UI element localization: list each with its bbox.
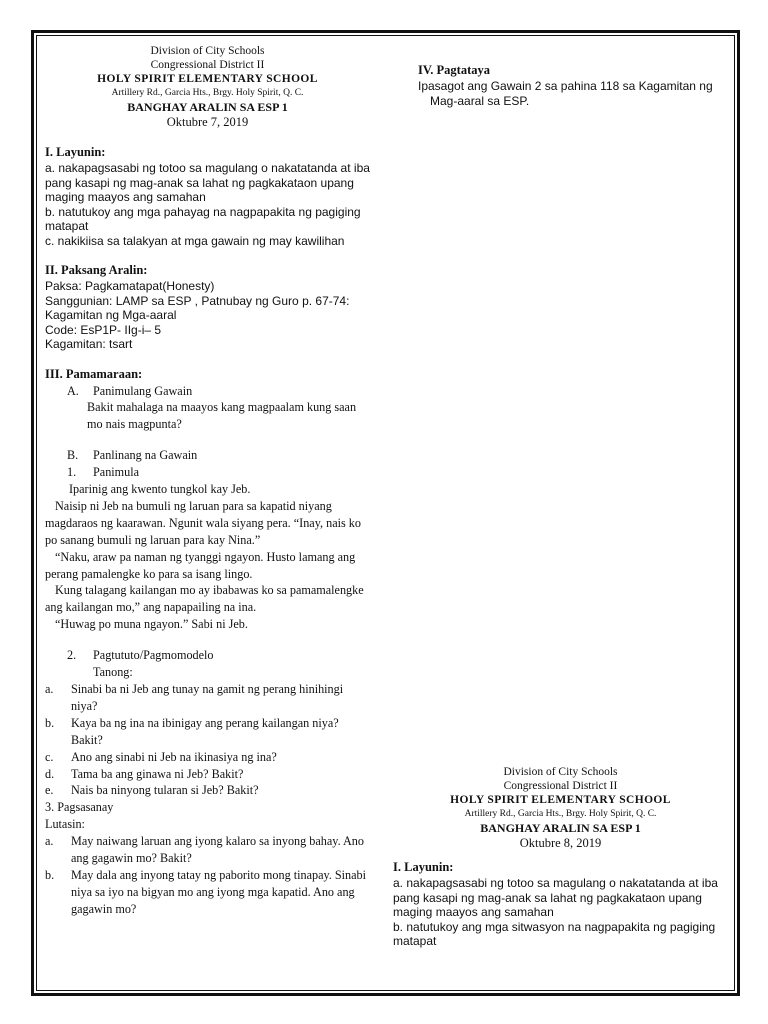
exercise-item bbox=[45, 867, 370, 918]
question-item-marker: e. bbox=[45, 783, 54, 798]
pagtataya-text: Ipasagot ang Gawain 2 sa pahina 118 sa Kagamitan ng Mag-aaral sa ESP. bbox=[418, 79, 713, 108]
exercise-list bbox=[45, 833, 370, 918]
section-heading-paksang-aralin: II. Paksang Aralin: bbox=[45, 263, 148, 277]
step-a-title: Panimulang Gawain bbox=[93, 383, 193, 398]
objective-b: b. natutukoy ang mga pahayag na nagpapakita ng pagiging matapat bbox=[45, 204, 361, 233]
lesson-plan-title: BANGHAY ARALIN SA ESP 1 bbox=[480, 820, 641, 835]
sanggunian-line: Sanggunian: LAMP sa ESP , Patnubay ng Guro p. 67-74: Kagamitan ng Mga-aaral bbox=[45, 293, 350, 322]
division-line: Division of City Schools bbox=[150, 45, 265, 57]
substep-2-label: 2. bbox=[67, 648, 77, 663]
exercise-item-marker: a. bbox=[45, 834, 54, 849]
section-heading-layunin: I. Layunin: bbox=[45, 145, 106, 159]
story-paragraph-3: “Naku, araw pa naman ng tyanggi ngayon. Husto lamang ang perang pamalengke ko para sa isang lingo. bbox=[45, 549, 356, 581]
division-line: Division of City Schools bbox=[503, 766, 618, 778]
question-item-text: Sinabi ba ni Jeb ang tunay na gamit ng perang hinihingi niya? bbox=[71, 682, 344, 713]
question-item-text: Ano ang sinabi ni Jeb na ikinasiya ng ina? bbox=[71, 749, 277, 764]
paksa-line: Paksa: Pagkamatapat(Honesty) bbox=[45, 279, 215, 293]
lesson-plan-title: BANGHAY ARALIN SA ESP 1 bbox=[127, 99, 288, 114]
exercise-item-text: May dala ang inyong tatay ng paborito mong tinapay. Sinabi niya sa iyo na bigyan mo ang iyong mga kapatid. Ano ang gagawin mo? bbox=[71, 867, 367, 916]
question-item-marker: c. bbox=[45, 749, 54, 764]
question-item-text: Kaya ba ng ina na ibinigay ang perang kailangan niya? Bakit? bbox=[71, 715, 339, 747]
objective-a: a. nakapagsasabi ng totoo sa magulang o nakatatanda at iba pang kasapi ng mag-anak sa lahat ng pagkakataon upang maging maayos ang samahan bbox=[45, 161, 370, 204]
story-paragraph-5: “Huwag po muna ngayon.” Sabi ni Jeb. bbox=[55, 617, 248, 632]
substep-1-title: Panimula bbox=[93, 465, 140, 480]
district-line: Congressional District II bbox=[150, 58, 265, 71]
story-paragraph-4: Kung talagang kailangan mo ay ibabawas ko sa pamamalengke ang kailangan mo,” ang napapailing na ina. bbox=[45, 583, 364, 615]
step-a bbox=[45, 383, 370, 400]
substep-2-title: Pagtututo/Pagmomodelo bbox=[93, 648, 214, 663]
lesson-date: Oktubre 8, 2019 bbox=[519, 836, 602, 850]
substep-1-label: 1. bbox=[67, 465, 77, 480]
left-column bbox=[45, 45, 370, 918]
step-b-title: Panlinang na Gawain bbox=[93, 448, 198, 463]
question-item-marker: d. bbox=[45, 766, 55, 781]
school-address: Artillery Rd., Garcia Hts., Brgy. Holy Spirit, Q. C. bbox=[464, 808, 657, 819]
question-item-text: Nais ba ninyong tularan si Jeb? Bakit? bbox=[71, 783, 259, 798]
code-line: Code: EsP1P- IIg-i– 5 bbox=[45, 322, 162, 337]
step-b bbox=[45, 447, 370, 464]
question-item bbox=[45, 715, 370, 749]
objective-c: c. nakikiisa sa talakyan at mga gawain ng may kawilihan bbox=[45, 233, 345, 248]
objective-b-2: b. natutukoy ang mga sitwasyon na nagpapakita ng pagiging matapat bbox=[393, 919, 716, 948]
section-heading-pamamaraan: III. Pamamaraan: bbox=[45, 366, 143, 381]
tanong-label: Tanong: bbox=[93, 665, 133, 680]
step-a-label: A. bbox=[67, 383, 79, 398]
question-item bbox=[45, 749, 370, 766]
question-item-marker: a. bbox=[45, 682, 54, 696]
step-a-text: Bakit mahalaga na maayos kang magpaalam kung saan mo nais magpunta? bbox=[87, 400, 357, 432]
kagamitan-line: Kagamitan: tsart bbox=[45, 337, 133, 351]
question-item bbox=[45, 782, 370, 799]
question-item-marker: b. bbox=[45, 715, 55, 730]
lesson-date: Oktubre 7, 2019 bbox=[166, 115, 249, 129]
question-item bbox=[45, 766, 370, 783]
exercise-item-marker: b. bbox=[45, 867, 55, 882]
lesson-header-1 bbox=[45, 45, 370, 130]
section-heading-pagtataya: IV. Pagtataya bbox=[418, 63, 490, 77]
question-item-text: Tama ba ang ginawa ni Jeb? Bakit? bbox=[71, 766, 244, 781]
right-column-bottom bbox=[393, 766, 728, 949]
objective-a-2: a. nakapagsasabi ng totoo sa magulang o nakatatanda at iba pang kasapi ng mag-anak sa lahat ng pagkakataon upang maging maayos ang samahan bbox=[393, 876, 718, 919]
school-address: Artillery Rd., Garcia Hts., Brgy. Holy Spirit, Q. C. bbox=[111, 87, 304, 98]
story-paragraph-2: Naisip ni Jeb na bumuli ng laruan para sa kapatid niyang magdaraos ng kaarawan. Ngunit wala siyang pera. “Inay, nais ko po sanang bumuli ng laruan para kay Nina.” bbox=[45, 498, 361, 547]
substep-2 bbox=[45, 647, 370, 664]
step-b-label: B. bbox=[67, 448, 79, 463]
exercise-item bbox=[45, 833, 370, 867]
pagsasanay-label: 3. Pagsasanay bbox=[45, 800, 114, 815]
right-column-top bbox=[418, 62, 728, 108]
section-heading-layunin-2: I. Layunin: bbox=[393, 860, 454, 874]
question-list bbox=[45, 681, 370, 799]
lutasin-label: Lutasin: bbox=[45, 817, 85, 832]
exercise-item-text: May naiwang laruan ang iyong kalaro sa inyong bahay. Ano ang gagawin mo? Bakit? bbox=[71, 834, 364, 866]
school-name: HOLY SPIRIT ELEMENTARY SCHOOL bbox=[450, 794, 671, 806]
question-item bbox=[45, 681, 370, 715]
lesson-header-2 bbox=[393, 766, 728, 851]
school-name: HOLY SPIRIT ELEMENTARY SCHOOL bbox=[97, 73, 318, 85]
story-line-1: Iparinig ang kwento tungkol kay Jeb. bbox=[69, 482, 251, 497]
district-line: Congressional District II bbox=[503, 779, 618, 792]
substep-1 bbox=[45, 464, 370, 481]
